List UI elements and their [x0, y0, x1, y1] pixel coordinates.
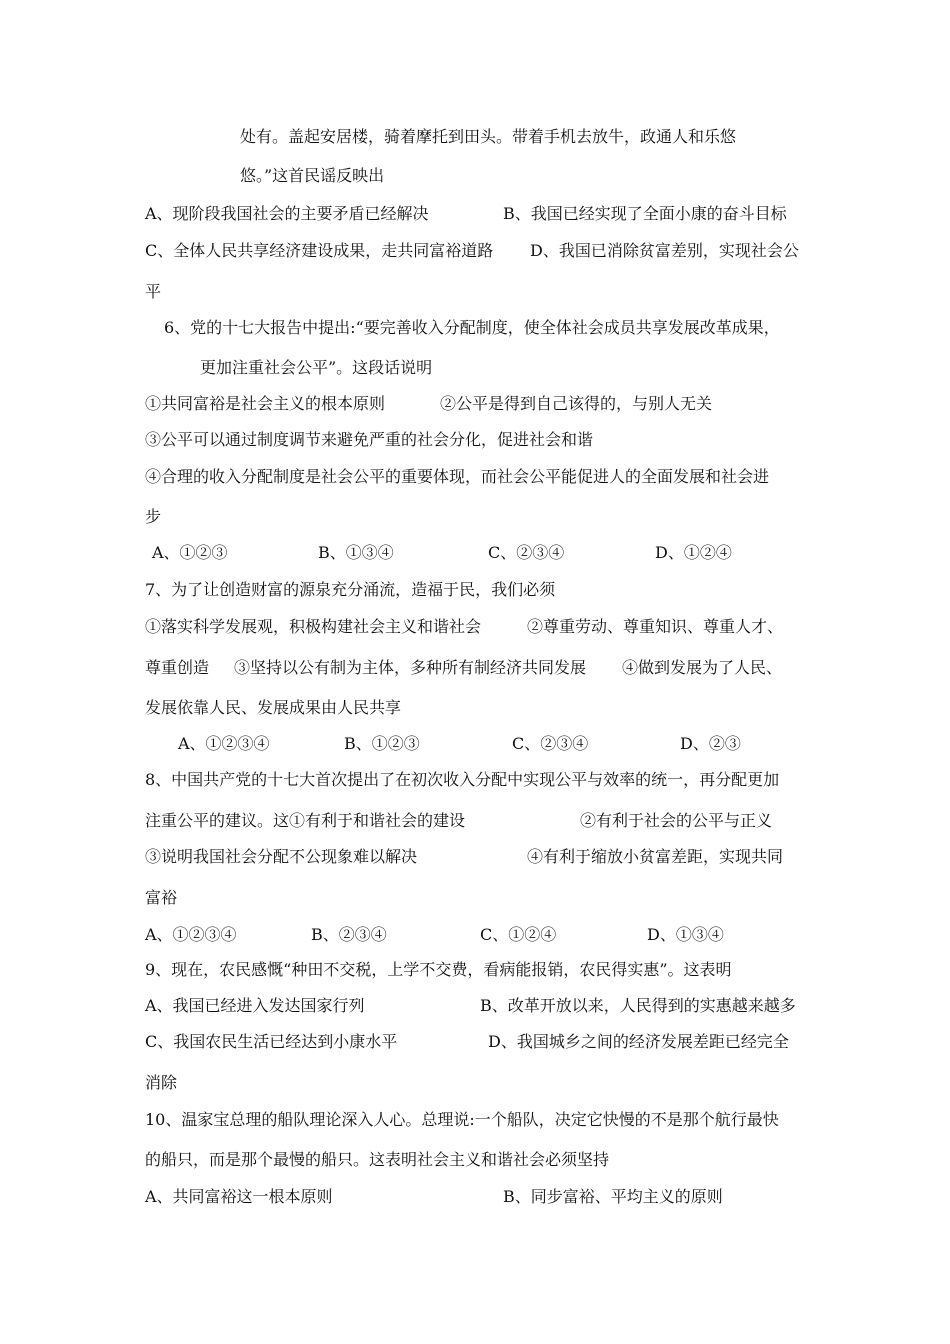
option-d: D、①③④	[647, 925, 724, 944]
option-a: A、①②③	[152, 543, 228, 562]
statement-item: ②公平是得到自己该得的，与别人无关	[440, 394, 713, 413]
option-b: B、①②③	[344, 734, 420, 753]
option-b: B、改革开放以来，人民得到的实惠越来越多	[480, 996, 796, 1015]
statement-item: ③说明我国社会分配不公现象难以解决	[145, 847, 418, 866]
text-line: 的船只，而是那个最慢的船只。这表明社会主义和谐社会必须坚持	[145, 1150, 610, 1169]
statement-item: ③公平可以通过制度调节来避免严重的社会分化，促进社会和谐	[145, 430, 594, 449]
text-line: 处有。盖起安居楼，骑着摩托到田头。带着手机去放牛，政通人和乐悠	[240, 127, 737, 146]
option-a: A、共同富裕这一根本原则	[145, 1187, 333, 1206]
option-d: D、我国城乡之间的经济发展差距已经完全	[488, 1032, 789, 1051]
option-b: B、我国已经实现了全面小康的奋斗目标	[503, 204, 787, 223]
option-c: C、②③④	[488, 543, 565, 562]
statement-item: ④做到发展为了人民、	[622, 658, 783, 677]
text-line: 消除	[145, 1073, 178, 1092]
statement-item: ②有利于社会的公平与正义	[580, 811, 773, 830]
text-line: 更加注重社会公平”。这段话说明	[200, 358, 433, 377]
question-9: 9、现在，农民感慨“种田不交税，上学不交费，看病能报销，农民得实惠”。这表明	[145, 960, 732, 979]
text-line: 注重公平的建议。这①有利于和谐社会的建设	[145, 811, 466, 830]
option-c: C、②③④	[512, 734, 589, 753]
text-line: 发展依靠人民、发展成果由人民共享	[145, 698, 402, 717]
option-d: D、②③	[680, 734, 741, 753]
option-a: A、①②③④	[145, 925, 237, 944]
statement-item: ①落实科学发展观，积极构建社会主义和谐社会	[145, 617, 482, 636]
option-c: C、我国农民生活已经达到小康水平	[145, 1032, 398, 1051]
option-b: B、②③④	[311, 925, 387, 944]
question-8: 8、中国共产党的十七大首次提出了在初次收入分配中实现公平与效率的统一，再分配更加	[145, 770, 780, 789]
option-c: C、全体人民共享经济建设成果，走共同富裕道路	[145, 241, 494, 260]
option-d: D、我国已消除贫富差别，实现社会公	[530, 241, 799, 260]
option-b: B、①③④	[318, 543, 394, 562]
statement-item: ④有利于缩放小贫富差距，实现共同	[527, 847, 784, 866]
text-line: 步	[145, 507, 162, 526]
statement-item: ①共同富裕是社会主义的根本原则	[145, 394, 386, 413]
text-line: 悠。”这首民谣反映出	[240, 166, 385, 185]
statement-item: ③坚持以公有制为主体，多种所有制经济共同发展	[234, 658, 587, 677]
statement-item: ④合理的收入分配制度是社会公平的重要体现，而社会公平能促进人的全面发展和社会进	[145, 467, 770, 486]
option-b: B、同步富裕、平均主义的原则	[503, 1187, 723, 1206]
question-10: 10、温家宝总理的船队理论深入人心。总理说:一个船队，决定它快慢的不是那个航行最快	[145, 1110, 779, 1129]
option-a: A、现阶段我国社会的主要矛盾已经解决	[145, 204, 429, 223]
question-6: 6、党的十七大报告中提出:“要完善收入分配制度，使全体社会成员共享发展改革成果，	[164, 318, 780, 337]
statement-item: ②尊重劳动、尊重知识、尊重人才、	[527, 617, 784, 636]
text-line: 尊重创造	[145, 658, 210, 677]
option-d: D、①②④	[655, 543, 732, 562]
option-a: A、我国已经进入发达国家行列	[145, 996, 365, 1015]
question-7: 7、为了让创造财富的源泉充分涌流，造福于民，我们必须	[145, 580, 556, 599]
option-c: C、①②④	[480, 925, 557, 944]
option-a: A、①②③④	[178, 734, 270, 753]
text-line: 富裕	[145, 888, 178, 907]
text-line: 平	[145, 282, 162, 301]
